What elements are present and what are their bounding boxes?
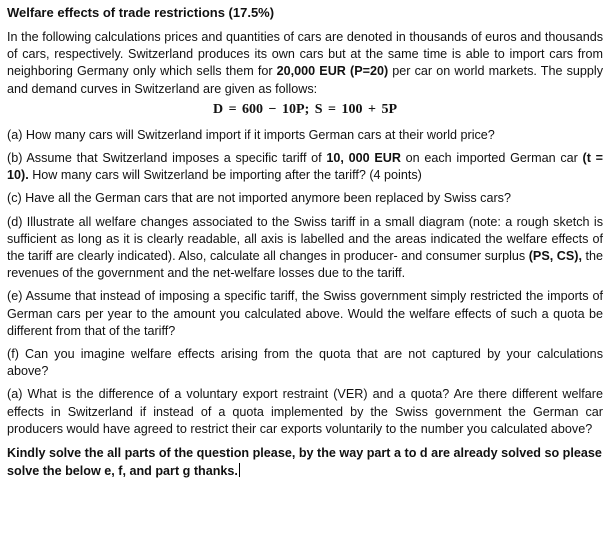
question-a: (a) How many cars will Switzerland import if it imports German cars at their world price?	[7, 127, 495, 142]
closing-request[interactable]	[7, 444, 603, 480]
world-price: 20,000 EUR (P=20)	[276, 64, 389, 79]
question-e: (e) Assume that instead of imposing a specific tariff, the Swiss government simply restricted the imports of German cars per year to the amount you calculated above. Would the welfare effects of such a quota be different from that of the tariff?	[7, 289, 603, 338]
section-title: Welfare effects of trade restrictions (17.5%)	[7, 5, 275, 20]
intro-paragraph	[7, 29, 603, 98]
intro-text-2: per car on world markets. The supply and demand curves in Switzerland are given as follows:	[7, 64, 603, 96]
question-f: (f) Can you imagine welfare effects arising from the quota that are not captured by your calculations above?	[7, 347, 603, 379]
question-b-text-2: on each imported German car	[400, 151, 583, 166]
question-c: (c) Have all the German cars that are not imported anymore been replaced by Swiss cars?	[7, 191, 511, 206]
tariff-amount: 10, 000 EUR	[326, 151, 401, 166]
question-g: (a) What is the difference of a voluntary export restraint (VER) and a quota? Are there different welfare effects in Switzerland if instead of a quota implemented by the Swiss government the German car producers would have agreed to restrict their car exports voluntarily to the number you calculated above?	[7, 387, 603, 436]
intro-text-1: In the following calculations prices and quantities of cars are denoted in thousands of euros and thousands of cars, respectively. Switzerland produces its own cars but at the same time is able to import cars from neighboring Germany only which sells them for	[7, 30, 603, 79]
question-b	[7, 150, 603, 184]
question-b-text-1: (b) Assume that Switzerland imposes a specific tariff of	[7, 151, 327, 166]
question-b-text-3: How many cars will Switzerland be importing after the tariff? (4 points)	[28, 168, 422, 183]
question-d	[7, 214, 603, 283]
text-cursor	[239, 463, 240, 477]
closing-text: Kindly solve the all parts of the question please, by the way part a to d are already solved so please solve the below e, f, and part g thanks.	[7, 446, 602, 479]
supply-demand-equation: D = 600 − 10P; S = 100 + 5P	[212, 101, 398, 117]
surplus-abbrev: (PS, CS),	[528, 249, 582, 264]
tariff-symbol: (t = 10).	[7, 151, 603, 183]
question-d-text-1: (d) Illustrate all welfare changes associated to the Swiss tariff in a small diagram (note: a rough sketch is sufficient as long as it is clearly readable, all axis is labelled and the areas indicated the welfare effects of the tariff are clearly indicated). Also, calculate all changes in producer- and consumer surplus	[7, 214, 603, 264]
question-d-text-2: the revenues of the government and the net-welfare losses due to the tariff.	[7, 249, 603, 281]
